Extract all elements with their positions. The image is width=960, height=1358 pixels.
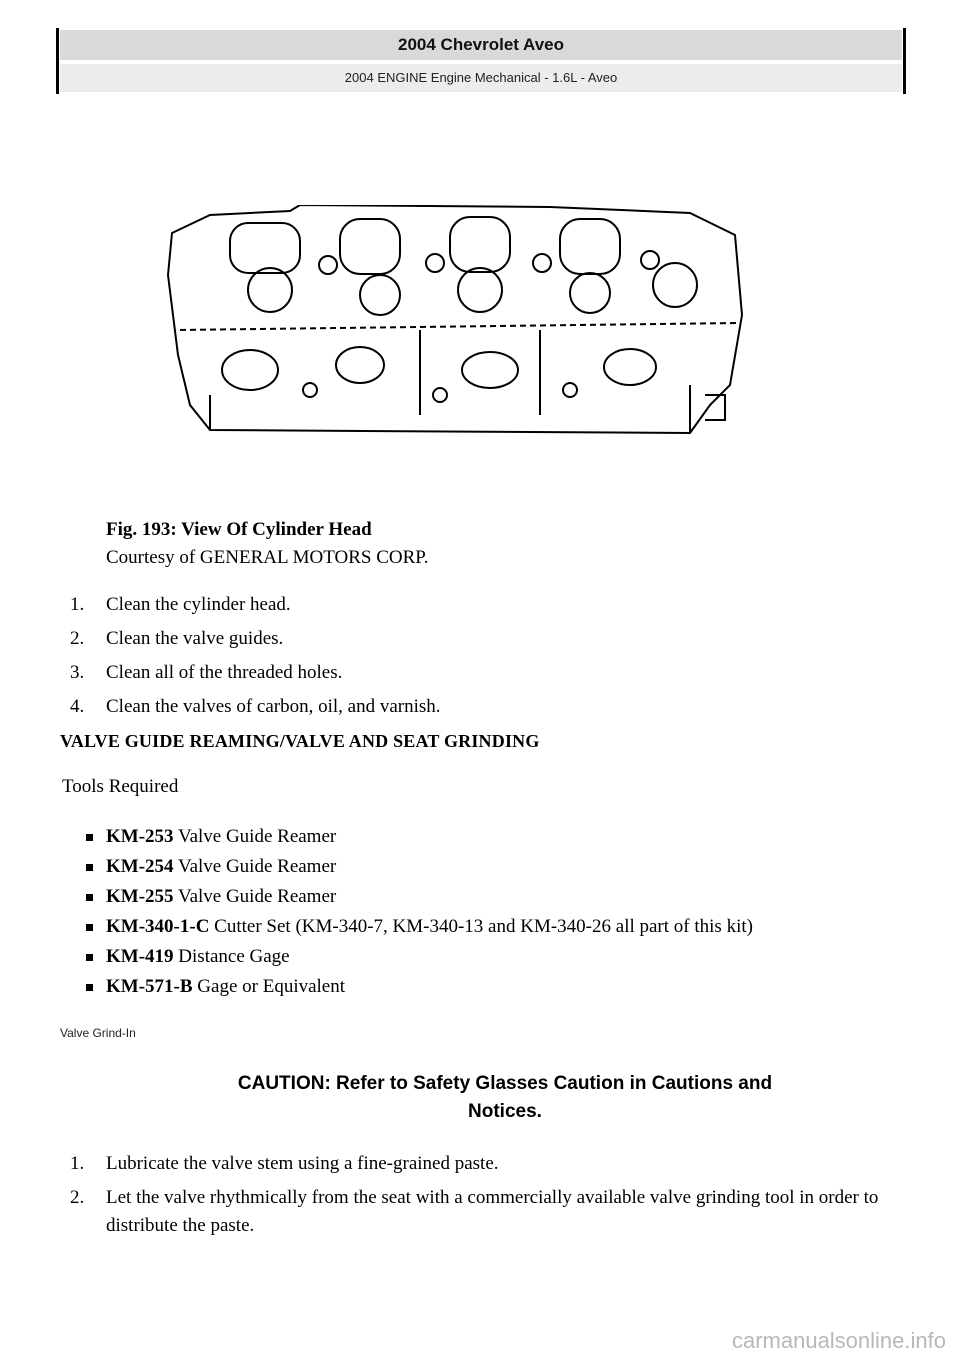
step-number: 1. xyxy=(70,1153,85,1174)
tool-description: Valve Guide Reamer xyxy=(173,826,337,847)
list-item xyxy=(86,852,753,882)
header-title: 2004 Chevrolet Aveo xyxy=(60,30,902,60)
tool-code: KM-253 xyxy=(106,826,174,847)
tool-description: Valve Guide Reamer xyxy=(173,856,337,877)
cylinder-head-drawing-icon xyxy=(150,205,750,445)
list-item xyxy=(86,942,753,972)
list-item xyxy=(86,882,753,912)
document-header xyxy=(56,28,906,94)
step-text: Let the valve rhythmically from the seat with a commercially available valve grinding tool in order to distribute the paste. xyxy=(106,1187,879,1236)
bullet-icon xyxy=(86,924,93,931)
figure-caption xyxy=(106,516,429,572)
list-item xyxy=(70,1150,916,1178)
tool-code: KM-254 xyxy=(106,856,174,877)
step-text: Clean all of the threaded holes. xyxy=(106,662,343,683)
step-number: 4. xyxy=(70,696,85,717)
step-number: 2. xyxy=(70,1187,85,1208)
section-heading: VALVE GUIDE REAMING/VALVE AND SEAT GRINDING xyxy=(60,731,540,751)
bullet-icon xyxy=(86,864,93,871)
bullet-icon xyxy=(86,834,93,841)
tool-code: KM-571-B xyxy=(106,976,193,997)
tool-description: Valve Guide Reamer xyxy=(173,886,337,907)
caution-line-2: Notices. xyxy=(468,1101,542,1122)
list-item xyxy=(86,822,753,852)
step-number: 3. xyxy=(70,662,85,683)
header-subtitle: 2004 ENGINE Engine Mechanical - 1.6L - Aveo xyxy=(60,64,902,92)
cleaning-steps-list xyxy=(70,588,441,724)
step-text: Clean the valves of carbon, oil, and varnish. xyxy=(106,696,441,717)
subsection-heading: Valve Grind-In xyxy=(60,1026,136,1040)
tool-description: Distance Gage xyxy=(173,946,290,967)
tool-description: Gage or Equivalent xyxy=(192,976,346,997)
caution-line-1: CAUTION: Refer to Safety Glasses Caution in Cautions and xyxy=(237,1073,773,1094)
step-number: 2. xyxy=(70,628,85,649)
step-text: Clean the cylinder head. xyxy=(106,594,291,615)
tools-required-label: Tools Required xyxy=(62,776,179,797)
list-item xyxy=(70,1184,916,1240)
watermark: carmanualsonline.info xyxy=(731,1328,946,1353)
step-text: Clean the valve guides. xyxy=(106,628,284,649)
tool-code: KM-340-1-C xyxy=(106,916,210,937)
list-item xyxy=(70,588,441,622)
figure-caption-title: Fig. 193: View Of Cylinder Head xyxy=(106,519,372,540)
header-left-rule xyxy=(56,28,59,94)
list-item xyxy=(70,656,441,690)
step-text: Lubricate the valve stem using a fine-grained paste. xyxy=(106,1153,499,1174)
bullet-icon xyxy=(86,954,93,961)
tool-description: Cutter Set (KM-340-7, KM-340-13 and KM-340-26 all part of this kit) xyxy=(209,916,753,937)
tools-list xyxy=(86,822,753,1002)
header-right-rule xyxy=(903,28,906,94)
list-item xyxy=(70,690,441,724)
list-item xyxy=(70,622,441,656)
figure-caption-credit: Courtesy of GENERAL MOTORS CORP. xyxy=(106,547,429,568)
list-item xyxy=(86,912,753,942)
tool-code: KM-419 xyxy=(106,946,174,967)
bullet-icon xyxy=(86,984,93,991)
step-number: 1. xyxy=(70,594,85,615)
list-item xyxy=(86,972,753,1002)
grind-in-steps-list xyxy=(70,1150,916,1240)
caution-notice xyxy=(180,1070,830,1126)
bullet-icon xyxy=(86,894,93,901)
tool-code: KM-255 xyxy=(106,886,174,907)
